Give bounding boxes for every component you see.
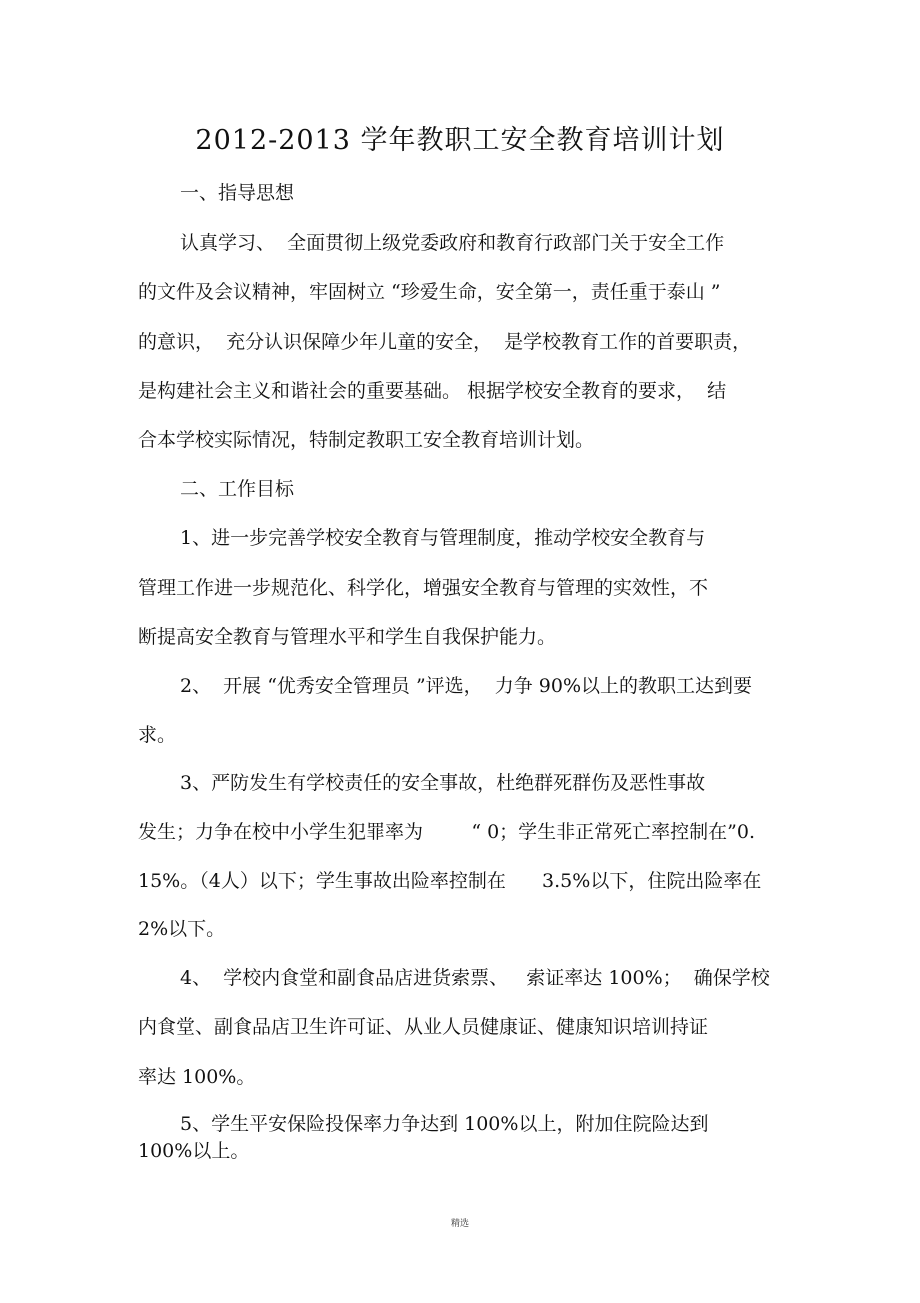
- paragraph-line: 3、严防发生有学校责任的安全事故，杜绝群死群伤及恶性事故: [180, 772, 706, 794]
- paragraph-line: 率达 100%。: [138, 1066, 256, 1088]
- paragraph-line: 的文件及会议精神，牢固树立 “珍爱生命，安全第一，责任重于泰山 ”: [138, 281, 721, 303]
- paragraph-line: 4、 学校内食堂和副食品店进货索票、 索证率达 100%； 确保学校: [180, 967, 770, 989]
- paragraph-line: 管理工作进一步规范化、科学化，增强安全教育与管理的实效性，不: [138, 577, 709, 599]
- section-heading-guiding-ideology: 一、指导思想: [180, 182, 295, 204]
- paragraph-line: 2%以下。: [138, 918, 226, 940]
- paragraph-line: 的意识， 充分认识保障少年儿童的安全， 是学校教育工作的首要职责，: [138, 331, 752, 353]
- paragraph-line: 2、 开展 “优秀安全管理员 ”评选， 力争 90%以上的教职工达到要: [180, 675, 753, 697]
- paragraph-line: 1、进一步完善学校安全教育与管理制度，推动学校安全教育与: [180, 527, 706, 549]
- paragraph-line: 发生；力争在校中小学生犯罪率为 “ 0；学生非正常死亡率控制在”0.: [138, 821, 756, 843]
- section-heading-work-goals: 二、工作目标: [180, 478, 295, 500]
- document-title: 2012-2013 学年教职工安全教育培训计划: [195, 125, 725, 156]
- paragraph-line: 断提高安全教育与管理水平和学生自我保护能力。: [138, 626, 557, 648]
- page-footer: 精选: [450, 1219, 469, 1229]
- paragraph-line: 认真学习、 全面贯彻上级党委政府和教育行政部门关于安全工作: [180, 232, 725, 254]
- paragraph-line: 内食堂、副食品店卫生许可证、从业人员健康证、健康知识培训持证: [138, 1016, 709, 1038]
- paragraph-line: 合本学校实际情况，特制定教职工安全教育培训计划。: [138, 429, 595, 451]
- paragraph-line: 是构建社会主义和谐社会的重要基础。 根据学校安全教育的要求， 结: [138, 380, 727, 402]
- paragraph-line: 5、学生平安保险投保率力争达到 100%以上，附加住院险达到: [180, 1113, 709, 1135]
- paragraph-line: 求。: [138, 724, 177, 746]
- paragraph-line: 15%。（4人）以下；学生事故出险率控制在 3.5%以下，住院出险率在: [138, 870, 762, 892]
- paragraph-line: 100%以上。: [138, 1140, 250, 1162]
